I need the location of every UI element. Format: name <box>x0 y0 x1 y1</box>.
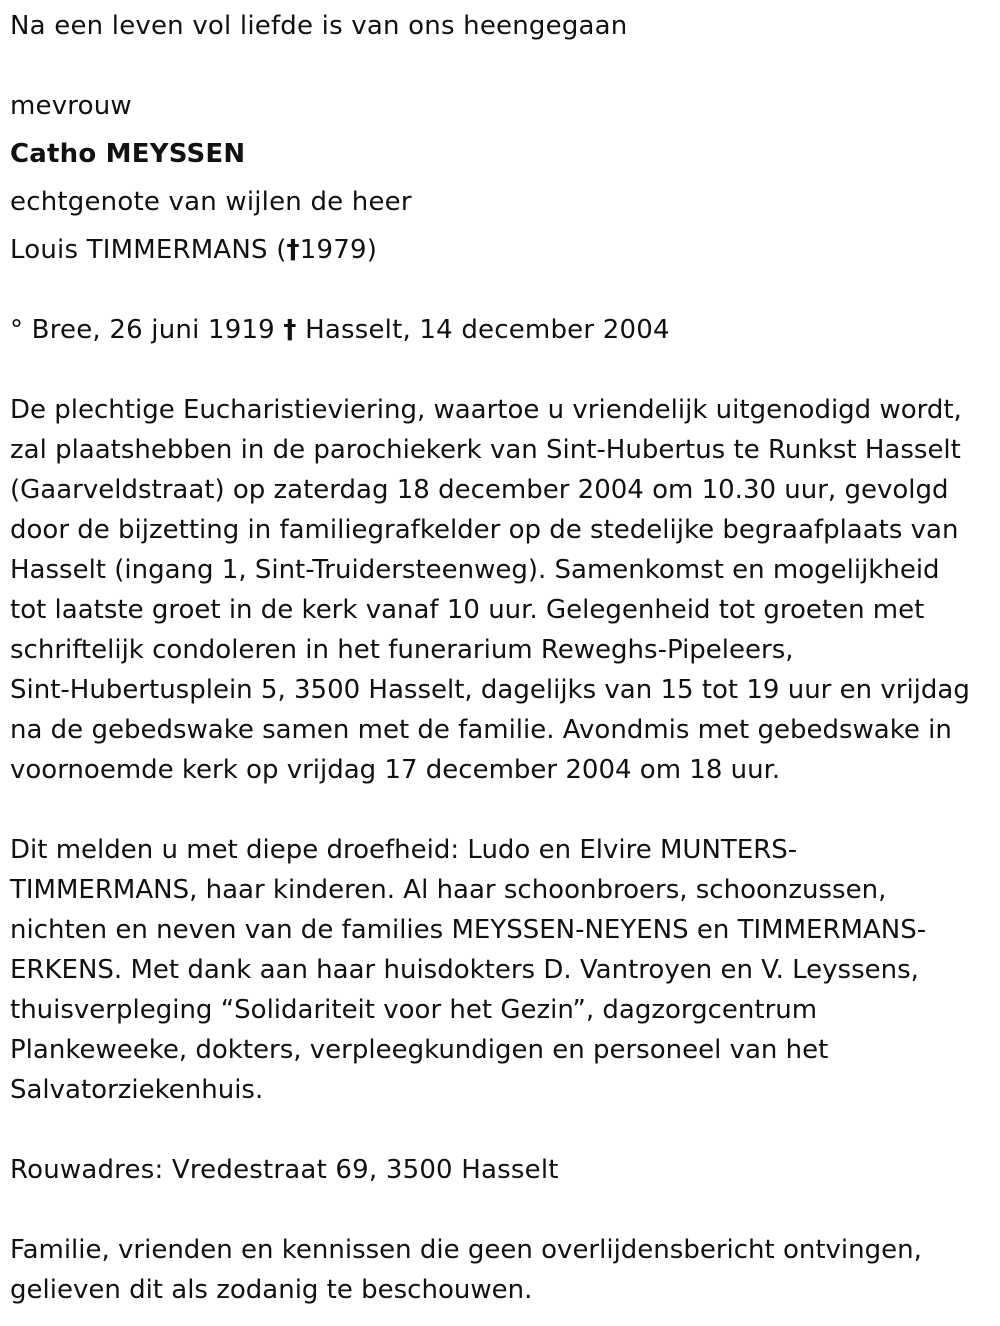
closing-paragraph <box>10 1230 995 1310</box>
paragraph-line: gelieven dit als zodanig te beschouwen. <box>10 1275 533 1305</box>
paragraph-line: door de bijzetting in familiegrafkelder op de stedelijke begraafplaats van <box>10 515 959 545</box>
paragraph-line: nichten en neven van de families MEYSSEN-NEYENS en TIMMERMANS- <box>10 915 927 945</box>
life-dates <box>10 310 670 350</box>
paragraph-line: (Gaarveldstraat) op zaterdag 18 december 2004 om 10.30 uur, gevolgd <box>10 475 949 505</box>
paragraph-line: zal plaatshebben in de parochiekerk van Sint-Hubertus te Runkst Hasselt <box>10 435 961 465</box>
cross-icon: † <box>283 315 297 345</box>
paragraph-line: Hasselt (ingang 1, Sint-Truidersteenweg). Samenkomst en mogelijkheid <box>10 555 940 585</box>
paragraph-line: Plankeweeke, dokters, verpleegkundigen en personeel van het <box>10 1035 829 1065</box>
paragraph-line: ERKENS. Met dank aan haar huisdokters D. Vantroyen en V. Leyssens, <box>10 955 919 985</box>
paragraph-line: schriftelijk condoleren in het funerarium Reweghs-Pipeleers, <box>10 635 794 665</box>
paragraph-line: Sint-Hubertusplein 5, 3500 Hasselt, dagelijks van 15 tot 19 uur en vrijdag <box>10 675 970 705</box>
spouse-death-year: 1979) <box>299 235 378 265</box>
paragraph-line: tot laatste groet in de kerk vanaf 10 uur. Gelegenheid tot groeten met <box>10 595 925 625</box>
paragraph-line: Salvatorziekenhuis. <box>10 1075 264 1105</box>
paragraph-line: Dit melden u met diepe droefheid: Ludo en Elvire MUNTERS- <box>10 835 798 865</box>
mourning-address: Rouwadres: Vredestraat 69, 3500 Hasselt <box>10 1155 559 1185</box>
honorific: mevrouw <box>10 91 132 121</box>
spouse-line <box>10 230 377 270</box>
paragraph-line: voornoemde kerk op vrijdag 17 december 2004 om 18 uur. <box>10 755 781 785</box>
spouse-name: Louis TIMMERMANS ( <box>10 235 287 265</box>
paragraph-line: Familie, vrienden en kennissen die geen overlijdensbericht ontvingen, <box>10 1235 922 1265</box>
cross-icon: † <box>286 235 300 265</box>
deceased-name: Catho MEYSSEN <box>10 139 246 169</box>
paragraph-line: thuisverpleging “Solidariteit voor het Gezin”, dagzorgcentrum <box>10 995 818 1025</box>
death-info: Hasselt, 14 december 2004 <box>296 315 670 345</box>
announcement-paragraph <box>10 830 995 1110</box>
relation-text: echtgenote van wijlen de heer <box>10 187 412 217</box>
paragraph-line: TIMMERMANS, haar kinderen. Al haar schoonbroers, schoonzussen, <box>10 875 887 905</box>
ceremony-paragraph <box>10 390 995 790</box>
paragraph-line: na de gebedswake samen met de familie. Avondmis met gebedswake in <box>10 715 952 745</box>
paragraph-line: De plechtige Eucharistieviering, waartoe u vriendelijk uitgenodigd wordt, <box>10 395 962 425</box>
intro-text: Na een leven vol liefde is van ons heengegaan <box>10 11 628 41</box>
birth-info: ° Bree, 26 juni 1919 <box>10 315 284 345</box>
